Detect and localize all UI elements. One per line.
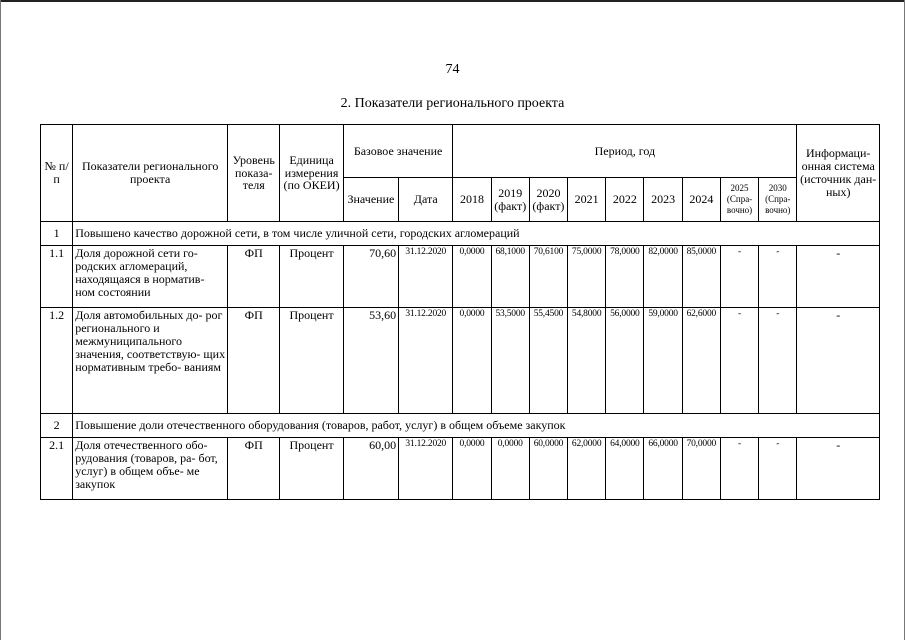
row-base-value: 53,60 [343, 308, 398, 414]
row-year-value: 0,0000 [453, 246, 491, 308]
row-year-value: 55,4500 [529, 308, 567, 414]
section-row [41, 414, 880, 438]
header-info: Информаци- онная система (источник дан- ных) [797, 125, 880, 222]
header-year [644, 178, 682, 222]
row-base-value: 60,00 [343, 438, 398, 500]
section-number: 2 [41, 414, 73, 438]
header-year-note: (Спра- вочно) [765, 193, 791, 216]
table-row [41, 246, 880, 308]
row-year-value: 82,0000 [644, 246, 682, 308]
row-level: ФП [228, 308, 280, 414]
header-row-1 [41, 125, 880, 178]
row-indicator: Доля автомобильных до- рог регионального и межмуниципального значения, соответствую- щих нормативным требо- ваниям [73, 308, 228, 414]
row-year-value: 0,0000 [453, 308, 491, 414]
row-year-value: 78,0000 [606, 246, 644, 308]
section-title: Повышено качество дорожной сети, в том числе уличной сети, городских агломераций [73, 222, 880, 246]
page-title: 2. Показатели регионального проекта [340, 96, 565, 111]
header-year-note: (Спра- вочно) [726, 193, 753, 216]
header-year-label: 2021 [574, 192, 599, 207]
row-base-date: 31.12.2020 [399, 308, 453, 414]
row-year-value: 64,0000 [606, 438, 644, 500]
header-indicator: Показатели регионального проекта [73, 125, 228, 222]
header-period: Период, год [453, 125, 797, 178]
row-base-date: 31.12.2020 [399, 246, 453, 308]
header-year-label: 2023 [651, 192, 676, 207]
row-unit: Процент [280, 246, 343, 308]
row-indicator: Доля дорожной сети го- родских агломераций, находящаяся в норматив- ном состоянии [73, 246, 228, 308]
row-year-value: 70,6100 [529, 246, 567, 308]
row-level: ФП [228, 438, 280, 500]
table-row [41, 308, 880, 414]
header-base: Базовое значение [343, 125, 453, 178]
header-year-label: 2018 [460, 192, 484, 207]
row-year-value: 75,0000 [568, 246, 606, 308]
header-year-label: 2022 [612, 192, 637, 207]
row-year-value: - [759, 438, 797, 500]
row-year-value: 0,0000 [491, 438, 529, 500]
header-year-label: 2024 [689, 192, 714, 207]
row-year-value: - [720, 246, 758, 308]
header-year [720, 178, 758, 222]
row-year-value: 62,0000 [568, 438, 606, 500]
header-year-note: (факт) [532, 198, 565, 213]
section-number: 1 [41, 222, 73, 246]
header-year [529, 178, 567, 222]
row-number: 1.2 [41, 308, 73, 414]
row-indicator: Доля отечественного обо- рудования (товаров, ра- бот, услуг) в общем объе- ме закупок [73, 438, 228, 500]
row-year-value: 54,8000 [568, 308, 606, 414]
row-year-value: 59,0000 [644, 308, 682, 414]
header-year-label: 2025 [730, 182, 749, 193]
header-year [682, 178, 720, 222]
row-year-value: 68,1000 [491, 246, 529, 308]
header-base-value: Значение [343, 178, 398, 222]
indicators-table [40, 124, 880, 500]
header-year [759, 178, 797, 222]
row-year-value: 56,0000 [606, 308, 644, 414]
header-no: № п/п [41, 125, 73, 222]
header-year [606, 178, 644, 222]
header-year-label: 2030 [768, 182, 787, 193]
row-unit: Процент [280, 308, 343, 414]
page-top-border [0, 0, 905, 2]
row-unit: Процент [280, 438, 343, 500]
row-year-value: - [759, 246, 797, 308]
section-title: Повышение доли отечественного оборудования (товаров, работ, услуг) в общем объеме закупок [73, 414, 880, 438]
header-year [568, 178, 606, 222]
row-number: 2.1 [41, 438, 73, 500]
header-level: Уровень показа- теля [228, 125, 280, 222]
header-year-label: 2019 [498, 185, 523, 200]
row-year-value: 0,0000 [453, 438, 491, 500]
header-year [453, 178, 491, 222]
row-base-date: 31.12.2020 [399, 438, 453, 500]
row-year-value: - [720, 308, 758, 414]
header-year-label: 2020 [536, 185, 561, 200]
row-year-value: 85,0000 [682, 246, 720, 308]
row-year-value: - [720, 438, 758, 500]
row-info: - [797, 438, 880, 500]
row-number: 1.1 [41, 246, 73, 308]
header-year [491, 178, 529, 222]
row-year-value: 66,0000 [644, 438, 682, 500]
header-base-date: Дата [399, 178, 453, 222]
row-year-value: - [759, 308, 797, 414]
row-level: ФП [228, 246, 280, 308]
row-year-value: 62,6000 [682, 308, 720, 414]
page-number: 74 [445, 62, 460, 77]
section-row [41, 222, 880, 246]
row-year-value: 70,0000 [682, 438, 720, 500]
row-base-value: 70,60 [343, 246, 398, 308]
row-info: - [797, 308, 880, 414]
header-year-note: (факт) [494, 198, 527, 213]
row-year-value: 60,0000 [529, 438, 567, 500]
table-row [41, 438, 880, 500]
table-body [41, 125, 880, 500]
row-year-value: 53,5000 [491, 308, 529, 414]
header-unit: Единица измерения (по ОКЕИ) [280, 125, 343, 222]
row-info: - [797, 246, 880, 308]
